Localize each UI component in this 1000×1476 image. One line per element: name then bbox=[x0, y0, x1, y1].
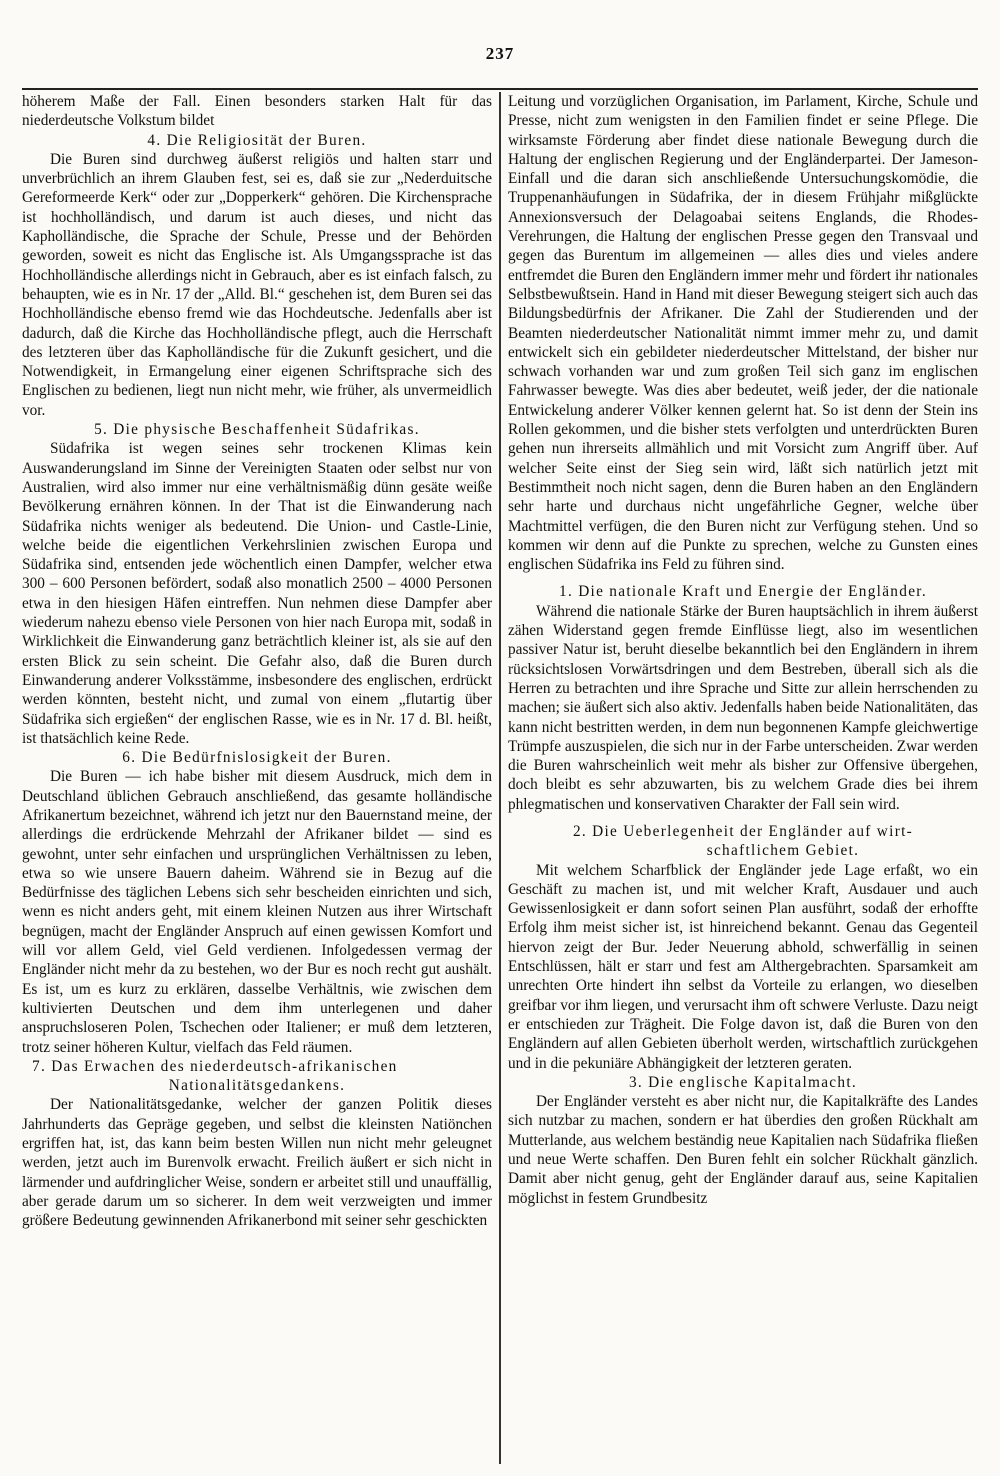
article-columns bbox=[22, 92, 978, 1464]
section-heading: 1. Die nationale Kraft und Energie der Engländer. bbox=[559, 583, 927, 601]
paragraph: Mit welchem Scharfblick der Engländer jede Lage erfaßt, wo ein Geschäft zu machen ist, und mit welcher Kraft, Ausdauer und auch Gewissenlosigkeit er dann sofort seinen Plan ausführt, sodaß der erhoffte Erfolg ihm meist sicher ist, ist hinreichend bekannt. Genau das Gegenteil hiervon zeigt der Bur. Jeder Neuerung abhold, schwerfällig in seinen Entschlüssen, hält er starr und fest am Althergebrachten. Sparsamkeit am unrechten Orte hindert ihn selbst da Vorteile zu erlangen, wo dieselben greifbar vor ihm liegen, und verursacht ihm oft schwere Verluste. Dazu neigt er entschieden zur Trägheit. Die Folge davon ist, daß die Buren von den Engländern auf allen Gebieten überholt werden, wirtschaftlich zurückgehen und in die pekuniäre Abhängigkeit der letzteren geraten. bbox=[508, 861, 978, 1072]
paragraph: Die Buren sind durchweg äußerst religiös und halten starr und unverbrüchlich an ihrem Glauben fest, sei es, daß sie zur „Nederduitsche Gereformeerde Kerk“ oder zur „Dopperkerk“ gehören. Die Kirchensprache ist hochholländisch, und darum ist auch dieses, und nicht das Kapholländische, die Sprache der Schule, Presse und der Behörden geworden, soweit es nicht das Englische ist. Als Umgangssprache ist das Hochholländische allerdings nicht in Gebrauch, aber es ist einfach falsch, zu behaupten, wie es in Nr. 17 der „Alld. Bl.“ geschehen ist, dem Buren sei das Hochholländische ebenso fremd wie das Hochdeutsche. Jedenfalls aber ist dadurch, daß die Kirche das Hochholländische pflegt, auch die Herrschaft des letzteren über das Kapholländische für die Zukunft gesichert, und die Notwendigkeit, in Ermangelung einer eigenen Schriftsprache sich des Englischen zu bedienen, liegt nun nicht mehr, wie früher, als unvermeidlich vor. bbox=[22, 150, 492, 419]
header-rule bbox=[22, 88, 978, 90]
paragraph: Südafrika ist wegen seines sehr trockenen Klimas kein Auswanderungsland im Sinne der Vereinigten Staaten oder selbst nur von Australien, wird also immer nur eine verhältnismäßig dünn gesäte weiße Bevölkerung ernähren können. In der That ist die Einwanderung nach Südafrika nichts weniger als bedeutend. Die Union- und Castle-Linie, welche beide die eigentlichen Verkehrslinien zwischen Europa und Südafrika sind, entsenden jede wöchentlich einen Dampfer, welcher etwa 300 – 600 Personen befördert, sodaß also monatlich 2500 – 4000 Personen etwa in den hiesigen Häfen eintreffen. Nun nehmen diese Dampfer aber wiederum nahezu ebenso viele Personen von hier nach Europa mit, sodaß in Wirklichkeit die Einwanderung ganz beträchtlich kleiner ist, als sie auf den ersten Blick zu sein scheint. Die Gefahr also, daß die Buren durch Einwanderung anderer Volksstämme, insbesondere des englischen, erdrückt werden könnten, besteht nicht, und zumal von einem „flutartig über Südafrika sich ergießen“ der englischen Rasse, wie es in Nr. 17 d. Bl. heißt, ist thatsächlich keine Rede. bbox=[22, 440, 492, 747]
right-column bbox=[501, 92, 978, 1464]
section-heading: 3. Die englische Kapitalmacht. bbox=[628, 1073, 858, 1091]
paragraph: Leitung und vorzüglichen Organisation, im Parlament, Kirche, Schule und Presse, nicht zum wenigsten in den Familien findet er seine Pflege. Die wirksamste Förderung aber findet diese nationale Bewegung durch die Haltung der englischen Regierung und der Engländerpartei. Der Jameson-Einfall und die daran sich anschließende Untersuchungskomödie, die Truppenanhäufungen in Südafrika, der in diesem Frühjahr mißglückte Annexionsversuch der Delagoabai seitens Englands, die Rhodes-Verehrungen, die Haltung der englischen Presse gegen den Transvaal und gegen das Burentum im allgemeinen — alles dies und vieles andere entfremdet die Buren den Engländern immer mehr und fördert ihr nationales Selbstbewußtsein. Hand in Hand mit dieser Bewegung steigert sich auch das Bildungsbedürfnis der Afrikaner. Die Zahl der Studierenden und der Beamten niederdeutscher Nationalität nimmt immer mehr zu, und damit entwickelt sich ein gebildeter niederdeutscher Mittelstand, der bisher nur schwach vorhanden war und zum großen Teil sich ganz im englischen Fahrwasser bewegte. Was dies aber bedeutet, weiß jeder, der die nationale Entwickelung anderer Völker kennen gelernt hat. So ist denn der Stein ins Rollen gekommen, und die bisher stets verfolgten und unterdrückten Buren gehen nun ihrerseits allmählich und mit Vorsicht zum Angriff über. Auf welcher Seite einst der Sieg sein wird, läßt sich natürlich jetzt mit Bestimmtheit noch nicht sagen, denn die Buren haben an den Engländern sehr harte und durchaus nicht ungefährliche Gegner, welche über Machtmittel verfügen, die den Buren nicht zur Verfügung stehen. Und so kommen wir denn auf die Punkte zu sprechen, welche zu Gunsten eines englischen Südafrika ins Feld zu führen sind. bbox=[508, 93, 978, 574]
section-heading-continued: Nationalitätsgedankens. bbox=[168, 1077, 346, 1095]
section-heading: 6. Die Bedürfnislosigkeit der Buren. bbox=[122, 749, 392, 767]
section-heading: 2. Die Ueberlegenheit der Engländer auf wirt- bbox=[572, 822, 914, 840]
paragraph: Der Nationalitätsgedanke, welcher der ganzen Politik dieses Jahrhunderts das Gepräge gegeben, und selbst die kleinsten Natiönchen ergriffen hat, ist, das kann beim besten Willen nun nicht mehr geleugnet werden, jetzt auch im Burenvolk erwacht. Freilich äußert er sich nicht in lärmender und aufdringlicher Weise, sondern er arbeitet still und unauffällig, aber gerade darum um so sicherer. In dem weit verzweigten und immer größere Bedeutung gewinnenden Afrikanerbond mit seiner sehr geschickten bbox=[22, 1096, 492, 1230]
left-column bbox=[22, 92, 499, 1464]
page-number: 237 bbox=[485, 44, 515, 63]
paragraph: höherem Maße der Fall. Einen besonders starken Halt für das niederdeutsche Volkstum bildet bbox=[22, 93, 492, 130]
section-heading: 5. Die physische Beschaffenheit Südafrikas. bbox=[94, 421, 420, 439]
section-heading: 7. Das Erwachen des niederdeutsch-afrikanischen bbox=[32, 1057, 398, 1075]
section-heading-continued: schaftlichem Gebiet. bbox=[706, 842, 860, 860]
section-heading: 4. Die Religiosität der Buren. bbox=[147, 131, 367, 149]
paragraph: Der Engländer versteht es aber nicht nur, die Kapitalkräfte des Landes sich nutzbar zu machen, sondern er hat überdies den großen Rückhalt am Mutterlande, aus welchem beständig neue Kapitalien nach Südafrika fließen und neue Werte schaffen. Den Buren fehlt ein solcher Rückhalt gänzlich. Damit aber nicht genug, geht der Engländer darauf aus, seine Kapitalien möglichst in festem Grundbesitz bbox=[508, 1093, 978, 1207]
paragraph: Während die nationale Stärke der Buren hauptsächlich in ihrem äußerst zähen Widerstand gegen fremde Einflüsse liegt, also im wesentlichen passiver Natur ist, beruht dieselbe bekanntlich bei den Engländern in ihrem rücksichtslosen Vorwärtsdringen und dem Bestreben, überall sich als die Herren zu betrachten und ihre Sprache und Sitte zur allein herrschenden zu machen; sie äußert sich also aktiv. Jedenfalls haben beide Nationalitäten, das kann nicht bestritten werden, in dem nun begonnenen Kampfe gleichwertige Trümpfe auszuspielen, die sich nur in der Farbe unterscheiden. Zwar werden die Buren wahrscheinlich weit mehr als bisher zur Offensive übergehen, doch bleibt es sehr abzuwarten, bis zu welchem Grade dies bei ihrem phlegmatischen und konservativen Charakter der Fall sein wird. bbox=[508, 602, 978, 813]
paragraph: Die Buren — ich habe bisher mit diesem Ausdruck, mich dem in Deutschland üblichen Gebrauch anschließend, das gesamte holländische Afrikanertum bezeichnet, während ich jetzt nur den Bauernstand meine, der allerdings die erdrückende Mehrzahl der Afrikaner bildet — sind es gewohnt, unter sehr einfachen und ursprünglichen Verhältnissen zu leben, etwa so wie unsere Bauern daheim. Während sie in Bezug auf die Bedürfnisse des täglichen Lebens sich sehr bescheiden einrichten und sich, wenn es nicht anders geht, mit einem kleinen Nutzen aus ihrer Wirtschaft begnügen, macht der Engländer Anspruch auf einen gewissen Komfort und will vor allem Geld, viel Geld verdienen. Infolgedessen vermag der Engländer nicht mehr da zu bestehen, wo der Bur es noch recht gut aushält. Es ist, um es kurz zu erklären, dasselbe Verhältnis, wie zwischen dem kultivierten Deutschen und dem ihm unterlegenen und daher anspruchsloseren Polen, Tschechen oder Italiener; er muß dem letzteren, trotz seiner höheren Kultur, vielfach das Feld räumen. bbox=[22, 768, 492, 1056]
